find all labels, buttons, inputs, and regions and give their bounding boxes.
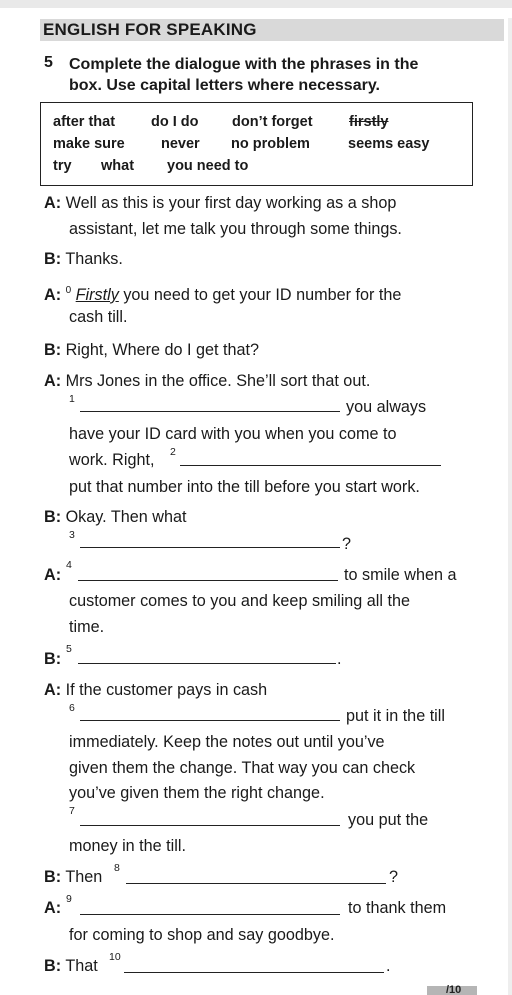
- top-margin-strip: [0, 0, 512, 8]
- speaker-b: B:: [44, 341, 62, 359]
- line-text: If the customer pays in cash: [65, 681, 268, 699]
- dialogue-line: [44, 956, 98, 976]
- phrase-you-need-to: you need to: [167, 158, 249, 174]
- dialogue-line: ?: [342, 535, 352, 553]
- phrase-never: never: [161, 136, 200, 152]
- phrase-firstly-used: firstly: [349, 114, 389, 130]
- answer-blank-7[interactable]: [80, 825, 340, 826]
- line-text: That: [65, 957, 98, 975]
- page-edge: [508, 18, 512, 995]
- speaker-b: B:: [44, 650, 62, 668]
- gap-number: 3: [69, 529, 75, 541]
- instruction-line: Complete the dialogue with the phrases in the: [69, 56, 419, 73]
- line-text: Thanks.: [65, 250, 123, 268]
- phrase-what: what: [101, 158, 135, 174]
- phrase-do-i-do: do I do: [151, 114, 199, 130]
- example-answer: Firstly: [75, 286, 119, 304]
- line-text: Right, Where do I get that?: [65, 341, 260, 359]
- dialogue-line: assistant, let me talk you through some things.: [69, 220, 402, 238]
- dialogue-line: [44, 281, 401, 305]
- dialogue-line: time.: [69, 618, 105, 636]
- speaker-a: A:: [44, 681, 62, 699]
- answer-blank-9[interactable]: [80, 914, 340, 915]
- gap-number: 6: [69, 702, 75, 714]
- answer-blank-8[interactable]: [126, 883, 386, 884]
- answer-blank-4[interactable]: [78, 580, 338, 581]
- dialogue-line: you put the: [348, 811, 429, 829]
- dialogue-line: cash till.: [69, 308, 128, 326]
- dialogue-line: [44, 565, 61, 585]
- dialogue-line: [44, 680, 267, 700]
- section-title: ENGLISH FOR SPEAKING: [40, 19, 504, 41]
- task-instruction: [69, 54, 479, 96]
- speaker-a: A:: [44, 194, 62, 212]
- dialogue-line: put it in the till: [346, 707, 445, 725]
- speaker-b: B:: [44, 250, 62, 268]
- dialogue-line: .: [337, 650, 342, 668]
- task-number: 5: [44, 54, 53, 71]
- dialogue-line: work. Right,: [69, 451, 155, 469]
- dialogue-line: [44, 649, 61, 669]
- gap-number: 5: [66, 643, 72, 655]
- line-text: you need to get your ID number for the: [123, 286, 402, 304]
- phrase-after-that: after that: [53, 114, 116, 130]
- dialogue-line: immediately. Keep the notes out until you’ve: [69, 733, 385, 751]
- phrase-box: [40, 102, 473, 186]
- line-text: Well as this is your first day working as a shop: [65, 194, 397, 212]
- dialogue-line: .: [386, 957, 391, 975]
- dialogue-line: money in the till.: [69, 837, 186, 855]
- dialogue-line: [44, 249, 123, 269]
- speaker-b: B:: [44, 508, 62, 526]
- gap-number: 1: [69, 393, 75, 405]
- dialogue-line: ?: [389, 868, 399, 886]
- line-text: Mrs Jones in the office. She’ll sort that out.: [65, 372, 371, 390]
- dialogue-line: [44, 193, 396, 213]
- speaker-a: A:: [44, 899, 62, 917]
- speaker-b: B:: [44, 868, 62, 886]
- answer-blank-5[interactable]: [78, 663, 336, 664]
- gap-number: 2: [170, 446, 176, 458]
- instruction-line: box. Use capital letters where necessary.: [69, 77, 380, 94]
- answer-blank-3[interactable]: [80, 547, 340, 548]
- dialogue-line: to thank them: [348, 899, 447, 917]
- dialogue-line: have your ID card with you when you come to: [69, 425, 397, 443]
- dialogue-line: you always: [346, 398, 427, 416]
- dialogue-line: put that number into the till before you start work.: [69, 478, 420, 496]
- speaker-a: A:: [44, 372, 62, 390]
- answer-blank-6[interactable]: [80, 720, 340, 721]
- answer-blank-10[interactable]: [124, 972, 384, 973]
- dialogue-line: you’ve given them the right change.: [69, 784, 325, 802]
- gap-number: 9: [66, 893, 72, 905]
- phrase-try: try: [53, 158, 72, 174]
- dialogue-line: to smile when a: [344, 566, 457, 584]
- speaker-a: A:: [44, 566, 62, 584]
- gap-number: 8: [114, 862, 120, 874]
- dialogue-line: [44, 867, 102, 887]
- speaker-a: A:: [44, 286, 62, 304]
- answer-blank-1[interactable]: [80, 411, 340, 412]
- dialogue-line: [44, 898, 61, 918]
- dialogue-line: customer comes to you and keep smiling all the: [69, 592, 411, 610]
- speaker-b: B:: [44, 957, 62, 975]
- dialogue-line: given them the change. That way you can check: [69, 759, 416, 777]
- phrase-dont-forget: don’t forget: [232, 114, 313, 130]
- dialogue-line: [44, 340, 259, 360]
- dialogue-line: [44, 507, 186, 527]
- gap-number: 0: [65, 285, 72, 296]
- score-label: /10: [446, 985, 462, 995]
- phrase-no-problem: no problem: [231, 136, 310, 152]
- gap-number: 7: [69, 805, 75, 817]
- gap-number: 10: [109, 951, 121, 963]
- phrase-make-sure: make sure: [53, 136, 125, 152]
- phrase-seems-easy: seems easy: [348, 136, 430, 152]
- gap-number: 4: [66, 559, 72, 571]
- answer-blank-2[interactable]: [180, 465, 441, 466]
- dialogue-line: [44, 371, 370, 391]
- dialogue-line: for coming to shop and say goodbye.: [69, 926, 335, 944]
- line-text: Then: [65, 868, 103, 886]
- line-text: Okay. Then what: [65, 508, 187, 526]
